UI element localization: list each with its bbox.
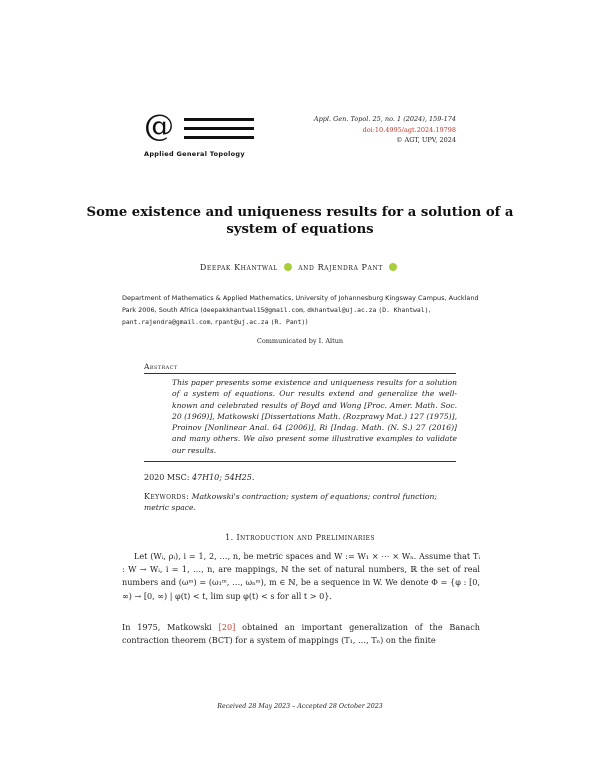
abstract-heading: Abstract bbox=[144, 362, 178, 371]
paragraph-1: Let (Wᵢ, ρᵢ), i = 1, 2, …, n, be metric spaces and W := W₁ × ⋯ × Wₙ. Assume that Tᵢ : W → Wᵢ, i = 1, …, n, are mappings, ℕ the set of natural numbers, ℝ the set of real numbers and (ωᵐ) = (ω₁ᵐ, …, ωₙᵐ), m ∈ ℕ, be a sequence in W. We denote Φ = {φ : [0, ∞) → [0, ∞) | φ(t) < t, lim sup φ(t) < s for all t > 0}. bbox=[122, 551, 480, 601]
abstract-body: This paper presents some existence and uniqueness results for a solution of a system of equations. Our results extend and generalize the well-known and celebrated results of Boyd and Wong [Proc. Amer. Math. Soc. 20 (1969)], Matkowski [Dissertations Math. (Rozprawy Mat.) 127 (1975)], Proinov [Nonlinear Anal. 64 (2006)], Ri [Indag. Math. (N. S.) 27 (2016)] and many others. We also present some illustrative examples to validate our results. bbox=[172, 378, 457, 455]
communicated-by: Communicated by I. Altun bbox=[256, 337, 344, 345]
affiliation-text: Department of Mathematics & Applied Mathematics, University of Johannesburg Kingsway Campus, Auckland Park 2006, South Africa ( bbox=[122, 294, 479, 314]
email-link[interactable]: deepakkhantwal15@gmail.com bbox=[202, 306, 303, 314]
received-accepted: Received 28 May 2023 – Accepted 28 October 2023 bbox=[217, 703, 383, 710]
email-link[interactable]: rpant@uj.ac.za bbox=[214, 318, 269, 326]
author-1: Deepak Khantwal bbox=[199, 263, 278, 272]
orcid-icon[interactable] bbox=[284, 263, 292, 271]
author-tag: (R. Pant) bbox=[270, 318, 306, 326]
citation-line: Appl. Gen. Topol. 25, no. 1 (2024), 159-174 bbox=[313, 115, 456, 123]
section-heading bbox=[80, 533, 520, 542]
msc-line bbox=[144, 473, 254, 482]
section-title: Introduction and Preliminaries bbox=[236, 533, 375, 542]
journal-name: Applied General Topology bbox=[144, 150, 245, 158]
paragraph-2-post: obtained an important generalization of the Banach contraction theorem (BCT) for a system of mappings (T₁, …, Tₙ) on the finite bbox=[122, 622, 480, 646]
copyright: © AGT, UPV, 2024 bbox=[395, 136, 456, 144]
author-line bbox=[80, 263, 520, 272]
msc-label: 2020 MSC: bbox=[144, 473, 190, 482]
paragraph-2 bbox=[122, 621, 480, 647]
section-number: 1. bbox=[225, 533, 234, 542]
citation-block bbox=[314, 114, 456, 146]
affiliation: Department of Mathematics & Applied Mathematics, University of Johannesburg Kingsway Campus, Auckland Park 2006, South Africa (deepakkhantwal15@gmail.com, dkhantwal@uj.ac.za (D. Khantwal), pant.rajendra@gmail.com, rpant@uj.ac.za (R. Pant)) bbox=[122, 294, 479, 326]
keywords-text: Matkowski's contraction; system of equations; control function; metric space. bbox=[144, 492, 437, 512]
email-link[interactable]: dkhantwal@uj.ac.za bbox=[307, 306, 377, 314]
author-2: Rajendra Pant bbox=[317, 263, 383, 272]
author-tag: (D. Khantwal) bbox=[378, 306, 429, 314]
logo-at-symbol: @ bbox=[144, 109, 174, 144]
logo-lines bbox=[184, 118, 254, 145]
abstract-rule-bottom bbox=[144, 461, 456, 462]
author-conjunction: and bbox=[298, 263, 315, 272]
abstract-rule-top bbox=[144, 373, 456, 374]
paragraph-2-pre: In 1975, Matkowski bbox=[122, 622, 219, 632]
orcid-icon[interactable] bbox=[389, 263, 397, 271]
citation-ref[interactable]: [20] bbox=[218, 622, 236, 632]
keywords-block bbox=[144, 491, 456, 513]
paper-title: Some existence and uniqueness results for a solution of a system of equations bbox=[86, 205, 514, 237]
keywords-label: Keywords: bbox=[144, 492, 190, 501]
doi-link[interactable]: doi:10.4995/agt.2024.19798 bbox=[362, 125, 456, 134]
msc-codes: 47H10; 54H25. bbox=[191, 473, 255, 482]
email-link[interactable]: pant.rajendra@gmail.com bbox=[122, 318, 211, 326]
